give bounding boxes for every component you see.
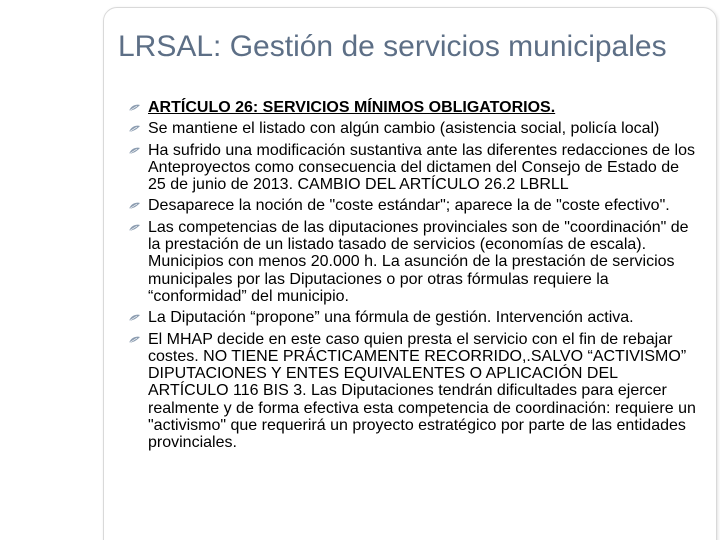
leaf-bullet-icon (128, 314, 141, 322)
leaf-bullet-icon (128, 202, 141, 210)
bullet-list (127, 99, 697, 456)
bullet-item (127, 219, 697, 305)
bullet-text: ARTÍCULO 26: SERVICIOS MÍNIMOS OBLIGATORIOS. (148, 99, 556, 116)
leaf-bullet-icon (128, 336, 141, 344)
bullet-item (127, 120, 697, 137)
bullet-text: Desaparece la noción de "coste estándar"; aparece la de "coste efectivo". (148, 197, 670, 215)
leaf-bullet-icon (128, 224, 141, 232)
bullet-text: La Diputación “propone” una fórmula de gestión. Intervención activa. (148, 309, 634, 327)
bullet-item (127, 331, 697, 452)
slide-title: LRSAL: Gestión de servicios municipales (118, 30, 667, 63)
leaf-bullet-icon (128, 147, 141, 155)
bullet-text: Las competencias de las diputaciones provinciales son de "coordinación" de la prestación de un listado tasado de servicios (economías de escala). Municipios con menos 20.000 h. La asunción de la prestación de servicios municipales por las Diputaciones o por otras fórmulas requiere la “conformidad” del municipio. (148, 218, 689, 305)
leaf-bullet-icon (128, 104, 141, 112)
bullet-item (127, 197, 697, 214)
bullet-text: Ha sufrido una modificación sustantiva ante las diferentes redacciones de los Anteproyectos como consecuencia del dictamen del Consejo de Estado de 25 de junio de 2013. CAMBIO DEL ARTÍCULO 26.2 LBRLL (148, 141, 695, 194)
leaf-bullet-icon (128, 125, 141, 133)
bullet-item (127, 99, 697, 116)
bullet-text: El MHAP decide en este caso quien presta el servicio con el fin de rebajar costes. NO TIENE PRÁCTICAMENTE RECORRIDO,.SALVO “ACTIVISMO” DIPUTACIONES Y ENTES EQUIVALENTES O APLICACIÓN DEL ARTÍCULO 116 BIS 3. Las Diputaciones tendrán dificultades para ejercer realmente y de forma efectiva esta competencia de coordinación: requiere un "activismo" que requerirá un proyecto estratégico por parte de las entidades provinciales. (148, 330, 696, 452)
bullet-item (127, 309, 697, 326)
bullet-item (127, 142, 697, 194)
bullet-text: Se mantiene el listado con algún cambio (asistencia social, policía local) (148, 120, 660, 138)
